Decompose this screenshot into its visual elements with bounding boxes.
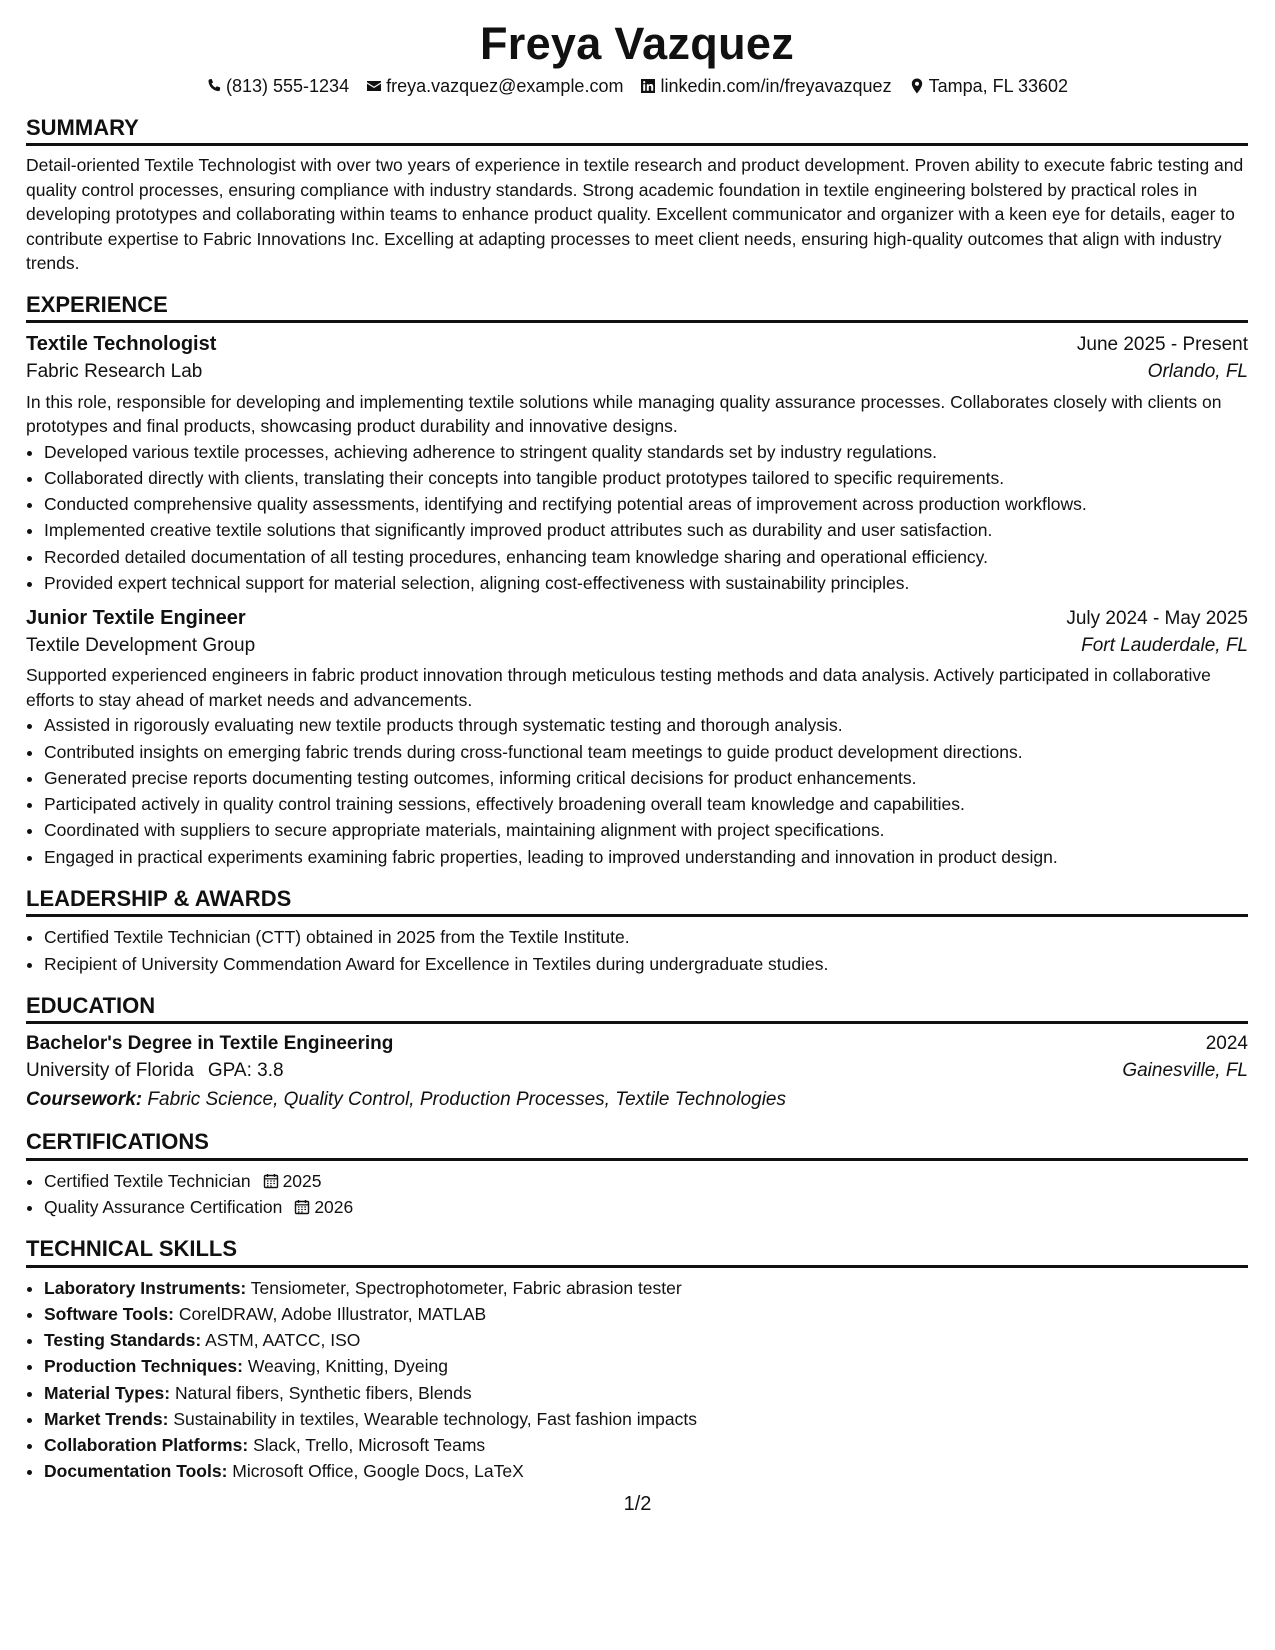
list-item: • Contributed insights on emerging fabric trends during cross-functional team meetings to guide product development directions.	[44, 739, 1248, 765]
job-description: In this role, responsible for developing and implementing textile solutions while managing quality assurance processes. Collaborates closely with clients on prototypes and final products, showcasing product durability and innovative designs.	[26, 391, 1222, 437]
contact-phone	[206, 74, 349, 99]
list-item: • Engaged in practical experiments examining fabric properties, leading to improved understanding and innovation in product design.	[44, 844, 1248, 870]
list-item: • Developed various textile processes, achieving adherence to stringent quality standards set by industry regulations.	[44, 439, 1248, 465]
list-item: • Coordinated with suppliers to secure appropriate materials, maintaining alignment with project specifications.	[44, 817, 1248, 843]
list-item	[44, 1432, 1248, 1458]
job-entry	[26, 604, 1248, 870]
list-item	[44, 1275, 1248, 1301]
list-item: • Provided expert technical support for material selection, aligning cost-effectiveness with sustainability principles.	[44, 570, 1248, 596]
cert-year: 2026	[314, 1196, 354, 1217]
list-item: • Generated precise reports documenting testing outcomes, informing critical decisions for product enhancements.	[44, 765, 1248, 791]
certifications-list	[26, 1168, 1248, 1221]
skill-value: Tensiometer, Spectrophotometer, Fabric abrasion tester	[250, 1277, 682, 1298]
coursework-label: Coursework:	[26, 1088, 143, 1110]
skill-value: CorelDRAW, Adobe Illustrator, MATLAB	[178, 1303, 487, 1324]
contact-bar	[26, 74, 1248, 99]
job-dates: June 2025 - Present	[1076, 334, 1248, 356]
job-location: Orlando, FL	[1147, 361, 1248, 383]
experience-section	[26, 291, 1248, 870]
cert-name: • Quality Assurance Certification	[44, 1196, 283, 1217]
leadership-list	[26, 924, 1248, 977]
list-item	[44, 1327, 1248, 1353]
skill-label: Documentation Tools:	[44, 1461, 228, 1482]
list-item: • Participated actively in quality control training sessions, effectively broadening overall team knowledge and capabilities.	[44, 791, 1248, 817]
list-item	[44, 1353, 1248, 1379]
job-location: Fort Lauderdale, FL	[1081, 634, 1248, 656]
coursework-list: Fabric Science, Quality Control, Production Processes, Textile Technologies	[147, 1088, 786, 1110]
linkedin-icon	[640, 78, 656, 94]
job-bullets	[26, 439, 1248, 597]
section-title-leadership: LEADERSHIP & AWARDS	[26, 885, 1248, 918]
gpa: GPA: 3.8	[207, 1059, 284, 1081]
job-title: Junior Textile Engineer	[26, 607, 246, 630]
calendar-icon	[294, 1199, 310, 1215]
job-entry	[26, 330, 1248, 596]
job-company: Fabric Research Lab	[26, 361, 203, 383]
list-item	[44, 1406, 1248, 1432]
phone-number: (813) 555-1234	[225, 75, 350, 96]
skill-value: Weaving, Knitting, Dyeing	[247, 1356, 448, 1377]
skills-section	[26, 1235, 1248, 1485]
page-number: 1/2	[623, 1493, 652, 1515]
degree: Bachelor's Degree in Textile Engineering	[26, 1033, 394, 1055]
skill-value: Microsoft Office, Google Docs, LaTeX	[232, 1461, 524, 1482]
skill-value: Sustainability in textiles, Wearable technology, Fast fashion impacts	[173, 1408, 698, 1429]
linkedin-link[interactable]: linkedin.com/in/freyavazquez	[660, 75, 892, 96]
list-item: • Collaborated directly with clients, translating their concepts into tangible product prototypes tailored to specific requirements.	[44, 465, 1248, 491]
skill-label: Collaboration Platforms:	[44, 1435, 249, 1456]
skills-list	[26, 1275, 1248, 1485]
calendar-icon	[263, 1173, 279, 1189]
list-item: • Implemented creative textile solutions that significantly improved product attributes such as durability and user satisfaction.	[44, 517, 1248, 543]
section-title-summary: SUMMARY	[26, 114, 1248, 147]
map-pin-icon	[909, 78, 925, 94]
job-description: Supported experienced engineers in fabric product innovation through meticulous testing methods and data analysis. Actively participated in collaborative efforts to stay ahead of market needs and advancements.	[26, 665, 1211, 710]
skill-label: Software Tools:	[44, 1303, 174, 1324]
list-item	[44, 1301, 1248, 1327]
list-item	[44, 1380, 1248, 1406]
section-title-certifications: CERTIFICATIONS	[26, 1128, 1248, 1161]
job-title: Textile Technologist	[26, 333, 217, 356]
skill-label: Laboratory Instruments:	[44, 1277, 247, 1298]
list-item: • Conducted comprehensive quality assessments, identifying and rectifying potential areas of improvement across production workflows.	[44, 491, 1248, 517]
skill-value: Slack, Trello, Microsoft Teams	[253, 1435, 486, 1456]
education-section	[26, 992, 1248, 1113]
coursework	[26, 1087, 1248, 1114]
envelope-icon	[366, 78, 382, 94]
school-name: University of Florida	[26, 1059, 194, 1081]
phone-icon	[206, 78, 222, 94]
contact-location	[909, 74, 1068, 99]
graduation-year: 2024	[1205, 1033, 1248, 1055]
cert-name: • Certified Textile Technician	[44, 1170, 251, 1191]
skill-label: Production Techniques:	[44, 1356, 243, 1377]
skill-label: Material Types:	[44, 1382, 171, 1403]
leadership-section	[26, 885, 1248, 977]
contact-linkedin[interactable]	[640, 74, 891, 99]
skill-label: Testing Standards:	[44, 1330, 202, 1351]
list-item: • Recorded detailed documentation of all testing procedures, enhancing team knowledge sharing and operational efficiency.	[44, 544, 1248, 570]
contact-email[interactable]	[366, 74, 623, 99]
email-link[interactable]: freya.vazquez@example.com	[386, 75, 624, 96]
certifications-section	[26, 1128, 1248, 1220]
job-company: Textile Development Group	[26, 634, 256, 656]
candidate-name: Freya Vazquez	[479, 18, 795, 69]
list-item	[44, 1458, 1248, 1484]
cert-year: 2025	[282, 1170, 322, 1191]
list-item: • Assisted in rigorously evaluating new textile products through systematic testing and thorough analysis.	[44, 712, 1248, 738]
skill-value: ASTM, AATCC, ISO	[205, 1330, 361, 1351]
list-item	[44, 1168, 1248, 1194]
school-location: Gainesville, FL	[1122, 1059, 1248, 1081]
section-title-skills: TECHNICAL SKILLS	[26, 1235, 1248, 1268]
resume-page	[26, 18, 1248, 1485]
skill-value: Natural fibers, Synthetic fibers, Blends	[174, 1382, 472, 1403]
list-item: • Certified Textile Technician (CTT) obtained in 2025 from the Textile Institute.	[44, 924, 1248, 950]
section-title-education: EDUCATION	[26, 992, 1248, 1025]
location-text: Tampa, FL 33602	[928, 75, 1068, 96]
summary-text: Detail-oriented Textile Technologist with over two years of experience in textile research and product development. Proven ability to execute fabric testing and quality control processes, ensuring compliance with industry standards. Strong academic foundation in textile engineering bolstered by practical roles in developing prototypes and collaborating within teams to enhance product quality. Excellent communicator and organizer with a keen eye for details, eager to contribute expertise to Fabric Innovations Inc. Excelling at adapting processes to meet client needs, ensuring high-quality outcomes that align with industry trends.	[26, 155, 1244, 274]
job-dates: July 2024 - May 2025	[1066, 608, 1248, 630]
skill-label: Market Trends:	[44, 1408, 169, 1429]
list-item	[44, 1194, 1248, 1220]
summary-section	[26, 114, 1248, 276]
section-title-experience: EXPERIENCE	[26, 291, 1248, 324]
job-bullets	[26, 712, 1248, 870]
list-item: • Recipient of University Commendation Award for Excellence in Textiles during undergraduate studies.	[44, 951, 1248, 977]
